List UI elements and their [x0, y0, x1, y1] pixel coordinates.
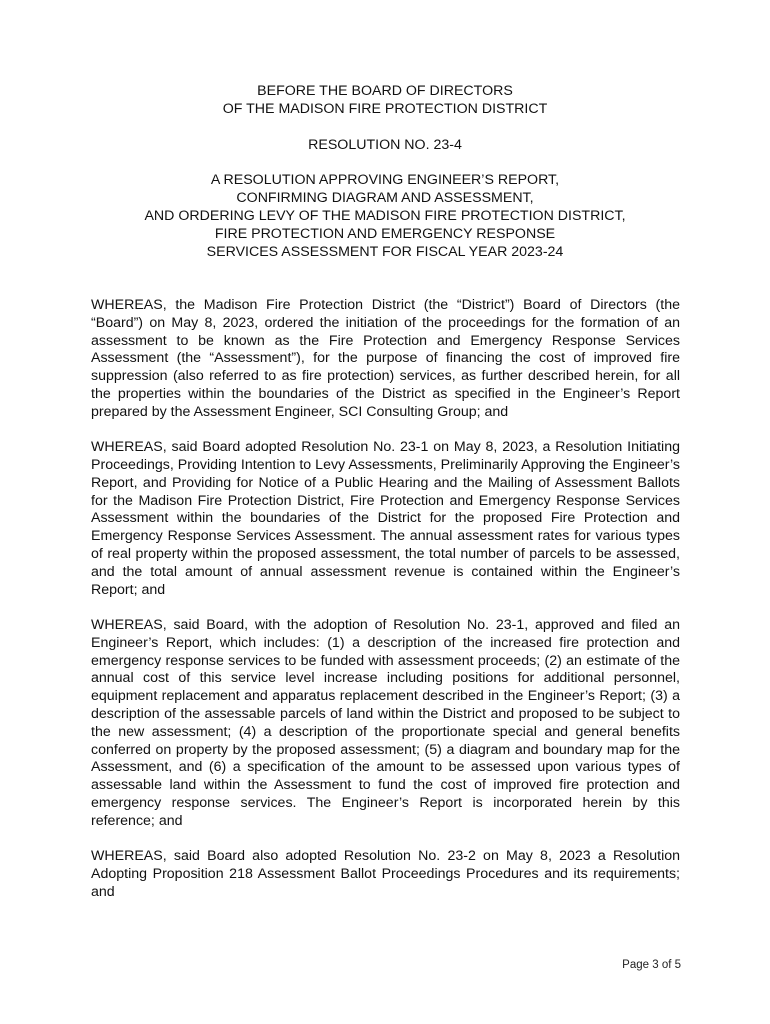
resolution-title-line-2: CONFIRMING DIAGRAM AND ASSESSMENT,	[236, 190, 534, 207]
resolution-title-line-3: AND ORDERING LEVY OF THE MADISON FIRE PROTECTION DISTRICT,	[144, 207, 626, 224]
board-heading-line-1: BEFORE THE BOARD OF DIRECTORS	[257, 83, 513, 99]
board-heading-line-2: OF THE MADISON FIRE PROTECTION DISTRICT	[222, 100, 548, 117]
whereas-paragraph-4: WHEREAS, said Board also adopted Resolution No. 23-2 on May 8, 2023 a Resolution Adopting Proposition 218 Assessment Ballot Proceedings Procedures and its requirements; and	[91, 848, 680, 900]
resolution-title-line-4: FIRE PROTECTION AND EMERGENCY RESPONSE	[214, 225, 556, 242]
resolution-title-line-5: SERVICES ASSESSMENT FOR FISCAL YEAR 2023-24	[206, 243, 564, 260]
whereas-paragraph-2: WHEREAS, said Board adopted Resolution No. 23-1 on May 8, 2023, a Resolution Initiating Proceedings, Providing Intention to Levy Assessments, Preliminarily Approving the Engineer’s Report, and Providing for Notice of a Public Hearing and the Mailing of Assessment Ballots for the Madison Fire Protection District, Fire Protection and Emergency Response Services Assessment within the boundaries of the District for the proposed Fire Protection and Emergency Response Services Assessment. The annual assessment rates for various types of real property within the proposed assessment, the total number of parcels to be assessed, and the total amount of annual assessment revenue is contained within the Engineer’s Report; and	[91, 439, 680, 598]
resolution-title-line-1: A RESOLUTION APPROVING ENGINEER’S REPORT,	[210, 172, 560, 189]
resolution-number: RESOLUTION NO. 23-4	[308, 136, 462, 153]
whereas-paragraph-1: WHEREAS, the Madison Fire Protection District (the “District”) Board of Directors (the “Board”) on May 8, 2023, ordered the initiation of the proceedings for the formation of an assessment to be known as the Fire Protection and Emergency Response Services Assessment (the “Assessment”), for the purpose of financing the cost of improved fire suppression (also referred to as fire protection) services, as further described herein, for all the properties within the boundaries of the District as specified in the Engineer’s Report prepared by the Assessment Engineer, SCI Consulting Group; and	[91, 297, 680, 420]
whereas-paragraph-3: WHEREAS, said Board, with the adoption of Resolution No. 23-1, approved and filed an Engineer’s Report, which includes: (1) a description of the increased fire protection and emergency response services to be funded with assessment proceeds; (2) an estimate of the annual cost of this service level increase including positions for additional personnel, equipment replacement and apparatus replacement described in the Engineer’s Report; (3) a description of the assessable parcels of land within the District and proposed to be subject to the new assessment; (4) a description of the proportionate special and general benefits conferred on property by the proposed assessment; (5) a diagram and boundary map for the Assessment, and (6) a specification of the amount to be assessed upon various types of assessable land within the Assessment to fund the cost of improved fire protection and emergency response services. The Engineer’s Report is incorporated herein by this reference; and	[91, 616, 680, 829]
resolution-header	[0, 83, 770, 261]
page-number: Page 3 of 5	[622, 959, 681, 971]
resolution-body	[91, 297, 680, 919]
